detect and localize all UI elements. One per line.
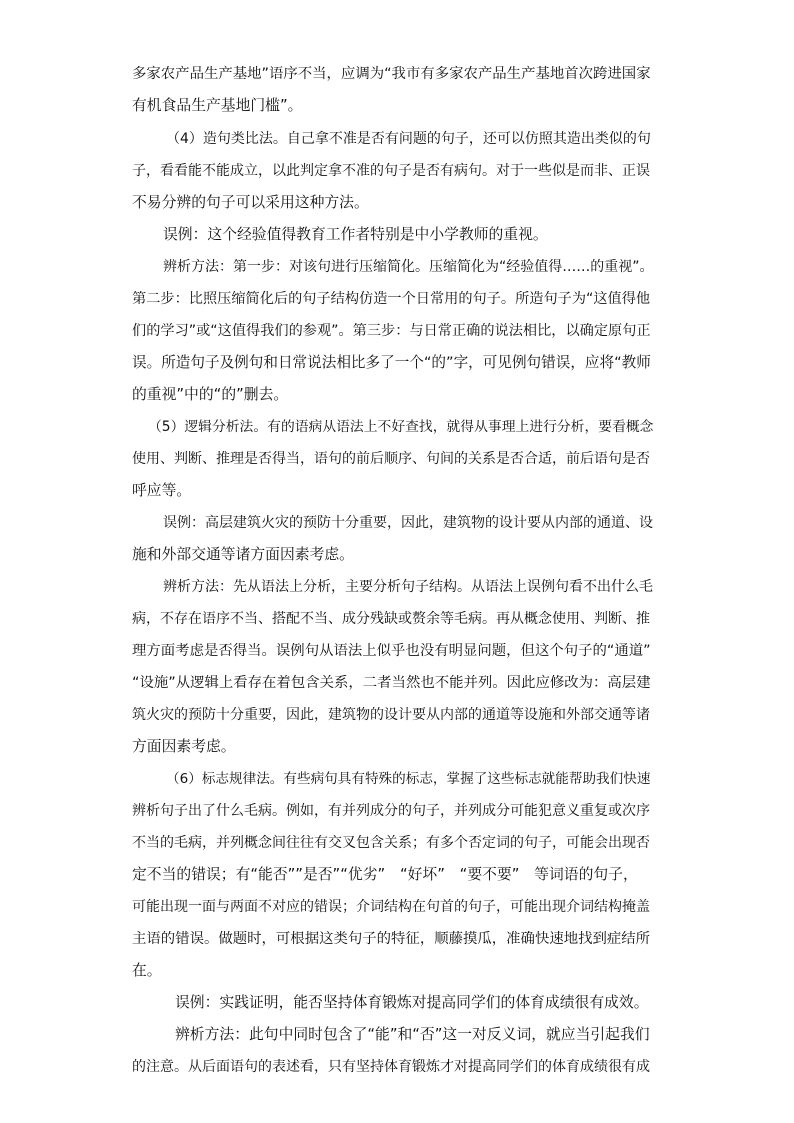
- text-line: 使用、判断、推理是否得当，语句的前后顺序、句间的关系是否合适，前后语句是否: [132, 451, 650, 467]
- text-line: （4）造句类比法。自己拿不准是否有问题的句子，还可以仿照其造出类似的句: [166, 131, 651, 147]
- text-line: 误例：这个经验值得教育工作者特别是中小学教师的重视。: [163, 226, 548, 243]
- text-line: 第二步：比照压缩简化后的句子结构仿造一个日常用的句子。所造句子为“这值得他: [132, 291, 651, 307]
- text-line: 的重视”中的“的”删去。: [132, 386, 289, 403]
- text-line: 辨析方法：先从语法上分析，主要分析句子结构。从语法上误例句看不出什么毛: [163, 579, 653, 595]
- text-line: 多家农产品生产基地”语序不当，应调为“我市有多家农产品生产基地首次跨进国家: [132, 66, 651, 82]
- text-line: 呼应等。: [132, 482, 192, 499]
- text-line: 误。所造句子及例句和日常说法相比多了一个“的”字，可见例句错误，应将“教师: [132, 354, 651, 371]
- text-line: “设施”从逻辑上看存在着包含关系，二者当然也不能并列。因此应修改为：高层建: [132, 675, 651, 691]
- text-line: 不易分辨的句子可以采用这种方法。: [132, 194, 369, 211]
- text-line: 主语的错误。做题时，可根据这类句子的特征，顺藤摸瓜，准确快速地找到症结所: [132, 931, 651, 947]
- text-line: 方面因素考虑。: [132, 738, 236, 755]
- text-line: 筑火灾的预防十分重要，因此，建筑物的设计要从内部的通道等设施和外部交通等诸: [132, 707, 650, 723]
- text-line: 的注意。从后面语句的表述看，只有坚持体育锻炼才对提高同学们的体育成绩很有成: [132, 1059, 650, 1075]
- text-line: 有机食品生产基地门槛”。: [132, 97, 303, 114]
- text-line: 辨析句子出了什么毛病。例如，有并列成分的句子，并列成分可能犯意义重复或次序: [132, 803, 650, 819]
- text-line: 理方面考虑是否得当。误例句从语法上似乎也没有明显问题，但这个句子的“通道”: [132, 643, 651, 659]
- text-line: 在。: [132, 962, 162, 979]
- text-line: （6）标志规律法。有些病句具有特殊的标志，掌握了这些标志就能帮助我们快速: [166, 771, 651, 787]
- text-line: 施和外部交通等诸方面因素考虑。: [132, 546, 354, 563]
- text-line: 辨析方法：第一步：对该句进行压缩简化。压缩简化为“经验值得……的重视”。: [163, 259, 654, 275]
- text-line: 子，看看能不能成立，以此判定拿不准的句子是否有病句。对于一些似是而非、正误: [132, 163, 650, 179]
- text-line: 误例：高层建筑火灾的预防十分重要，因此，建筑物的设计要从内部的通道、设: [163, 515, 653, 531]
- text-line: 可能出现一面与两面不对应的错误；介词结构在句首的句子，可能出现介词结构掩盖: [132, 899, 650, 915]
- text-line: 辨析方法：此句中同时包含了“能”和“否”这一对反义词，就应当引起我们: [175, 1026, 650, 1043]
- text-line: （5）逻辑分析法。有的语病从语法上不好查找，就得从事理上进行分析，要看概念: [148, 419, 654, 435]
- text-line: 们的学习”或“这值得我们的参观”。第三步：与日常正确的说法相比，以确定原句正: [132, 323, 651, 339]
- text-line: 病，不存在语序不当、搭配不当、成分残缺或赘余等毛病。再从概念使用、判断、推: [132, 611, 650, 627]
- text-line: 不当的毛病，并列概念间往往有交叉包含关系；有多个否定词的句子，可能会出现否: [132, 835, 650, 851]
- text-line: 误例：实践证明，能否坚持体育锻炼对提高同学们的体育成绩很有成效。: [175, 994, 649, 1011]
- text-line: 定不当的错误；有“能否””是否”“优劣” “好坏” “要不要” 等词语的句子，: [132, 866, 638, 883]
